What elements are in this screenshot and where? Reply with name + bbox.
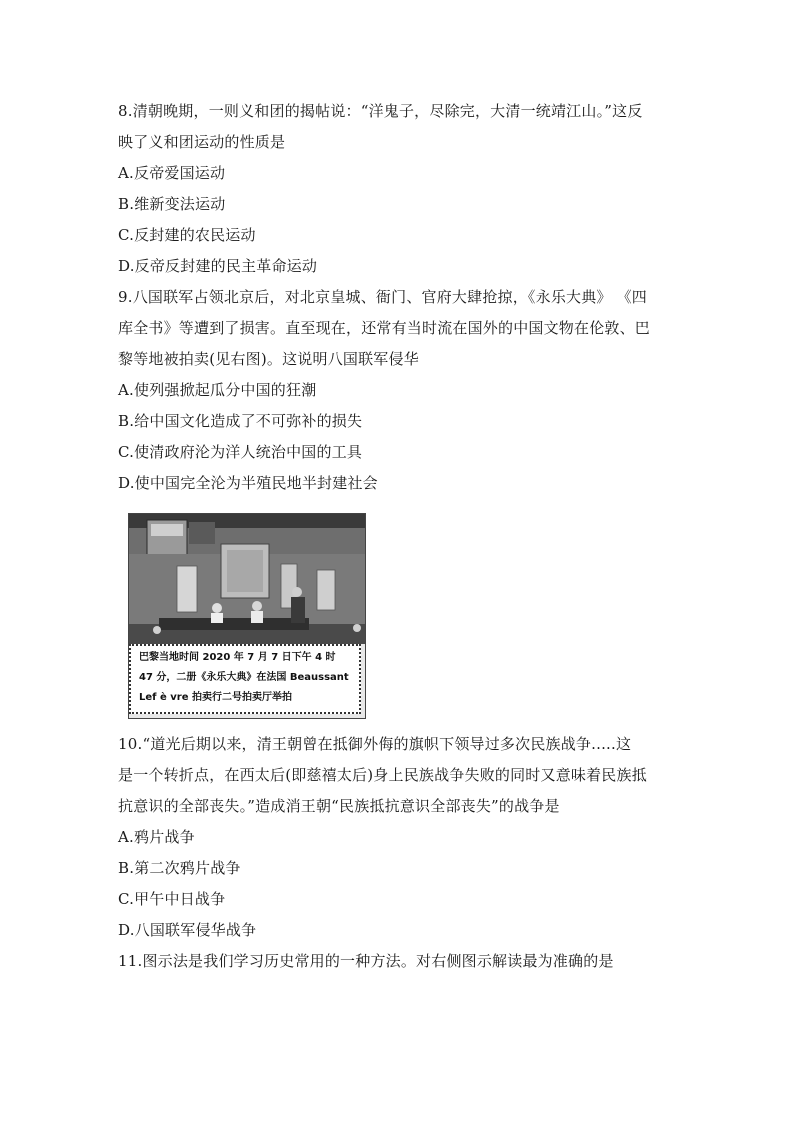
question-10-stem-line-3: 抗意识的全部丧失。”造成消王朝“民族抵抗意识全部丧失”的战争是 [118,797,560,815]
auction-photo-caption [129,644,361,714]
question-8-option-b: B.维新变法运动 [118,195,226,213]
question-9-stem-line-1: 9.八国联军占领北京后，对北京皇城、衙门、官府大肆抢掠，《永乐大典》 《四 [118,288,647,306]
question-9-option-d: D.使中国完全沦为半殖民地半封建社会 [118,474,378,492]
caption-line-1: 巴黎当地时间 2020 年 7 月 7 日下午 4 时 [139,652,336,663]
question-11 [118,946,678,977]
question-9 [118,282,678,719]
question-8-stem-line-1: 8.清朝晚期，一则义和团的揭帖说：“洋鬼子，尽除完，大清一统靖江山。”这反 [118,102,643,120]
question-10-option-a: A.鸦片战争 [118,828,195,846]
auction-photo-figure [128,513,366,719]
question-9-option-c: C.使清政府沦为洋人统治中国的工具 [118,443,363,461]
auction-photo [129,514,365,644]
question-9-stem-line-3: 黎等地被拍卖(见右图)。这说明八国联军侵华 [118,350,419,368]
question-10-stem-line-1: 10.“道光后期以来，清王朝曾在抵御外侮的旗帜下领导过多次民族战争.....这 [118,735,632,753]
question-9-option-b: B.给中国文化造成了不可弥补的损失 [118,412,363,430]
exam-page [118,96,678,977]
caption-line-2: 47 分，二册《永乐大典》在法国 Beaussant [139,672,349,683]
question-9-option-a: A.使列强掀起瓜分中国的狂潮 [118,381,317,399]
question-9-stem-line-2: 库全书》等遭到了损害。直至现在，还常有当时流在国外的中国文物在伦敦、巴 [118,319,651,337]
question-8-stem-line-2: 映了义和团运动的性质是 [118,133,286,151]
question-10-stem-line-2: 是一个转折点，在西太后(即慈禧太后)身上民族战争失败的同时又意味着民族抵 [118,766,647,784]
caption-line-3: Lef è vre 拍卖行二号拍卖厅举拍 [139,692,292,703]
question-8-option-d: D.反帝反封建的民主革命运动 [118,257,318,275]
question-8-option-a: A.反帝爱国运动 [118,164,226,182]
question-10 [118,729,678,946]
question-11-stem-line-1: 11.图示法是我们学习历史常用的一种方法。对右侧图示解读最为准确的是 [118,952,614,970]
question-8-option-c: C.反封建的农民运动 [118,226,256,244]
question-8 [118,96,678,282]
question-10-option-c: C.甲午中日战争 [118,890,226,908]
question-10-option-b: B.第二次鸦片战争 [118,859,241,877]
question-10-option-d: D.八国联军侵华战争 [118,921,257,939]
